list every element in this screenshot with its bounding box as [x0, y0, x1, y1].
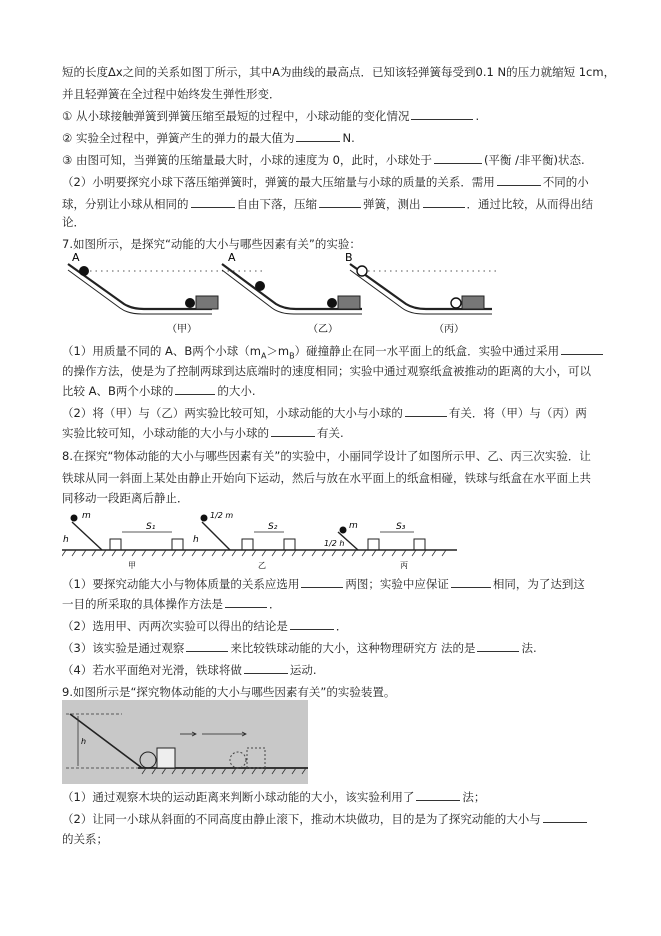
line-text: 短的长度Δx之间的关系如图丁所示，其中A为曲线的最高点．已知该轻弹簧每受到0.1 N的压力就缩短 1cm，: [62, 65, 616, 79]
text-line: [62, 470, 591, 486]
iron-ball: [201, 515, 208, 522]
distance-label: S₁: [146, 522, 156, 532]
answer-blank[interactable]: [434, 152, 482, 164]
line-text: 自由下落，压缩: [236, 197, 317, 211]
line-text: （4）若水平面绝对光滑，铁球将做: [62, 663, 242, 677]
ball-a: [255, 281, 265, 291]
line-text: ．: [335, 619, 348, 633]
paper-box: [414, 539, 425, 550]
question-line: [62, 130, 355, 146]
line-text: （1）用质量不同的 A、B两个小球（m: [62, 344, 261, 358]
answer-blank[interactable]: [244, 662, 288, 674]
answer-blank[interactable]: [411, 108, 473, 120]
ramp-bing: [345, 252, 498, 335]
line-text: （2）将（甲）与（乙）两实验比较可知，小球动能的大小与小球的: [62, 406, 403, 420]
line-text: （2）选用甲、丙两次实验可以得出的结论是: [62, 619, 288, 633]
question-line: [62, 640, 537, 656]
line-text: ．: [269, 597, 281, 611]
subscript: A: [260, 351, 267, 361]
paper-box: [242, 539, 253, 550]
answer-blank[interactable]: [225, 596, 267, 608]
line-text: 的大小.: [217, 384, 256, 398]
paper-box: [338, 296, 360, 309]
subscript: B: [289, 351, 295, 361]
mass-label: 1/2 m: [210, 511, 234, 520]
figure-8-three-experiments: [62, 508, 457, 570]
line-text: (平衡 /非平衡)状态.: [483, 153, 585, 167]
answer-blank[interactable]: [561, 343, 603, 355]
line-text: ．通过比较，从而得出结: [466, 197, 593, 211]
line-text: 的关系；: [62, 832, 108, 846]
figure-9-ramp-apparatus: [62, 700, 308, 784]
ball-a: [327, 298, 337, 308]
line-text: ＞m: [266, 344, 290, 358]
text-line: [62, 214, 85, 230]
line-text: 8.在探究“物体动能的大小与哪些因素有关”的实验中，小丽同学设计了如图所示甲、乙、丙三次实验．让: [62, 449, 591, 463]
answer-blank[interactable]: [290, 618, 334, 630]
question-line: ① 从小球接触弹簧到弹簧压缩至最短的过程中，小球动能的变化情况 .: [62, 109, 480, 123]
answer-blank[interactable]: [543, 811, 587, 823]
line-text: N.: [342, 131, 355, 145]
paper-box: [196, 296, 218, 309]
height-label: h: [81, 737, 87, 746]
paper-box: [462, 296, 484, 309]
mass-label: m: [349, 521, 358, 531]
line-text: 有关.: [317, 426, 344, 440]
paper-box: [110, 539, 121, 550]
line-text: 同移动一段距离后静止．: [62, 491, 189, 505]
ball-b: [357, 266, 367, 276]
text-line: [62, 490, 189, 506]
caption-bing: （丙）: [434, 324, 464, 335]
question-line: [62, 405, 587, 421]
iron-ball: [340, 527, 347, 534]
answer-blank[interactable]: [271, 425, 315, 437]
line-text: （2）让同一小球从斜面的不同高度由静止滚下，推动木块做功，目的是为了探究动能的大小与: [62, 812, 541, 826]
line-text: （2）小明要探究小球下落压缩弹簧时，弹簧的最大压缩量与小球的质量的关系．需用: [62, 175, 495, 189]
answer-blank[interactable]: [405, 405, 447, 417]
mass-label: m: [82, 511, 91, 521]
line-text: 9.如图所示是“探究物体动能的大小与哪些因素有关”的实验装置。: [62, 685, 396, 699]
line-text: 铁球从同一斜面上某处由静止开始向下运动，然后与放在水平面上的纸盒相碰，铁球与纸盒在水平面上共: [62, 471, 591, 485]
paper-box: [172, 539, 183, 550]
question-line: [62, 425, 344, 441]
line-text: 的操作方法，使是为了控制两球到达底端时的速度相同；实验中通过观察纸盒被推动的距离的大小，可以: [62, 364, 591, 378]
caption-yi: 乙: [258, 561, 266, 570]
answer-blank[interactable]: [451, 576, 491, 588]
question-line: [62, 596, 281, 612]
question-line: [62, 343, 605, 364]
question-line: [62, 576, 585, 592]
question-line: [62, 196, 593, 212]
line-text: ）碰撞静止在同一水平面上的纸盒．实验中通过采用: [294, 344, 560, 358]
line-text: ① 从小球接触弹簧到弹簧压缩至最短的过程中，小球动能的变化情况: [62, 109, 410, 123]
text-line: [62, 64, 615, 80]
answer-blank[interactable]: [416, 789, 460, 801]
ramp-yi: [222, 252, 362, 335]
question-line: [62, 662, 316, 678]
line-text: 法.: [521, 641, 537, 655]
answer-blank[interactable]: [175, 383, 215, 395]
answer-blank[interactable]: [423, 196, 465, 208]
question-line: [62, 618, 347, 634]
label-a: A: [228, 252, 236, 264]
height-label: h: [193, 535, 199, 545]
caption-yi: （乙）: [308, 324, 338, 335]
question-title: [62, 448, 591, 464]
paper-box: [284, 539, 295, 550]
line-text: 一目的所采取的具体操作方法是: [62, 597, 223, 611]
height-label: h: [63, 535, 69, 545]
caption-jia: （甲）: [167, 324, 197, 335]
answer-blank[interactable]: [186, 640, 228, 652]
line-text: （3）该实验是通过观察: [62, 641, 185, 655]
line-text: 有关．将（甲）与（丙）两: [448, 406, 587, 420]
answer-blank[interactable]: [497, 174, 541, 186]
ball-a: [79, 266, 89, 276]
question-title: [62, 236, 361, 252]
answer-blank[interactable]: [301, 576, 343, 588]
line-text: 运动.: [289, 663, 317, 677]
iron-ball: [71, 515, 78, 522]
label-a: A: [72, 252, 80, 264]
question-line: [62, 152, 585, 168]
text-line: [62, 86, 281, 102]
question-line: [62, 363, 591, 379]
ball-a: [185, 298, 195, 308]
line-text: 相同，为了达到这: [492, 577, 585, 591]
answer-blank[interactable]: [296, 130, 340, 142]
line-text: ② 实验全过程中，弹簧产生的弹力的最大值为: [62, 131, 295, 145]
question-line: [62, 789, 485, 805]
label-b: B: [345, 252, 353, 264]
line-text: 来比较铁球动能的大小，这种物理研究方 法的是: [230, 641, 476, 655]
line-text: 比较 A、B两个小球的: [62, 384, 174, 398]
question-title: [62, 684, 395, 700]
line-text: 论．: [62, 215, 85, 229]
wood-block: [157, 748, 175, 768]
answer-blank[interactable]: [191, 196, 235, 208]
paper-box: [368, 539, 379, 550]
caption-bing: 丙: [400, 561, 408, 570]
figure-7-ramps: [62, 252, 502, 340]
ball-b: [451, 298, 461, 308]
line-text: 不同的小: [542, 175, 589, 189]
line-text: 法；: [462, 790, 486, 804]
line-text: （1）要探究动能大小与物体质量的关系应选用: [62, 577, 300, 591]
answer-blank[interactable]: [477, 640, 519, 652]
caption-jia: 甲: [128, 561, 136, 570]
line-text: 实验比较可知，小球动能的大小与小球的: [62, 426, 269, 440]
answer-blank[interactable]: [319, 196, 361, 208]
question-line: [62, 383, 256, 399]
height-label: 1/2 h: [324, 539, 345, 548]
distance-label: S₃: [396, 522, 406, 532]
ramp-jia: [68, 252, 262, 335]
line-text: 两图；实验中应保证: [345, 577, 449, 591]
line-text: 并且轻弹簧在全过程中始终发生弹性形变．: [62, 87, 281, 101]
distance-label: S₂: [268, 522, 278, 532]
line-text: 弹簧，测出: [363, 197, 421, 211]
question-line: [62, 811, 589, 827]
question-line: [62, 174, 589, 190]
question-line: [62, 831, 108, 847]
line-text: ③ 由图可知，当弹簧的压缩量最大时，小球的速度为 0，此时，小球处于: [62, 153, 432, 167]
line-text: 7.如图所示，是探究“动能的大小与哪些因素有关”的实验：: [62, 237, 361, 251]
line-text: 球，分别让小球从相同的: [62, 197, 189, 211]
line-text: （1）通过观察木块的运动距离来判断小球动能的大小，该实验利用了: [62, 790, 415, 804]
